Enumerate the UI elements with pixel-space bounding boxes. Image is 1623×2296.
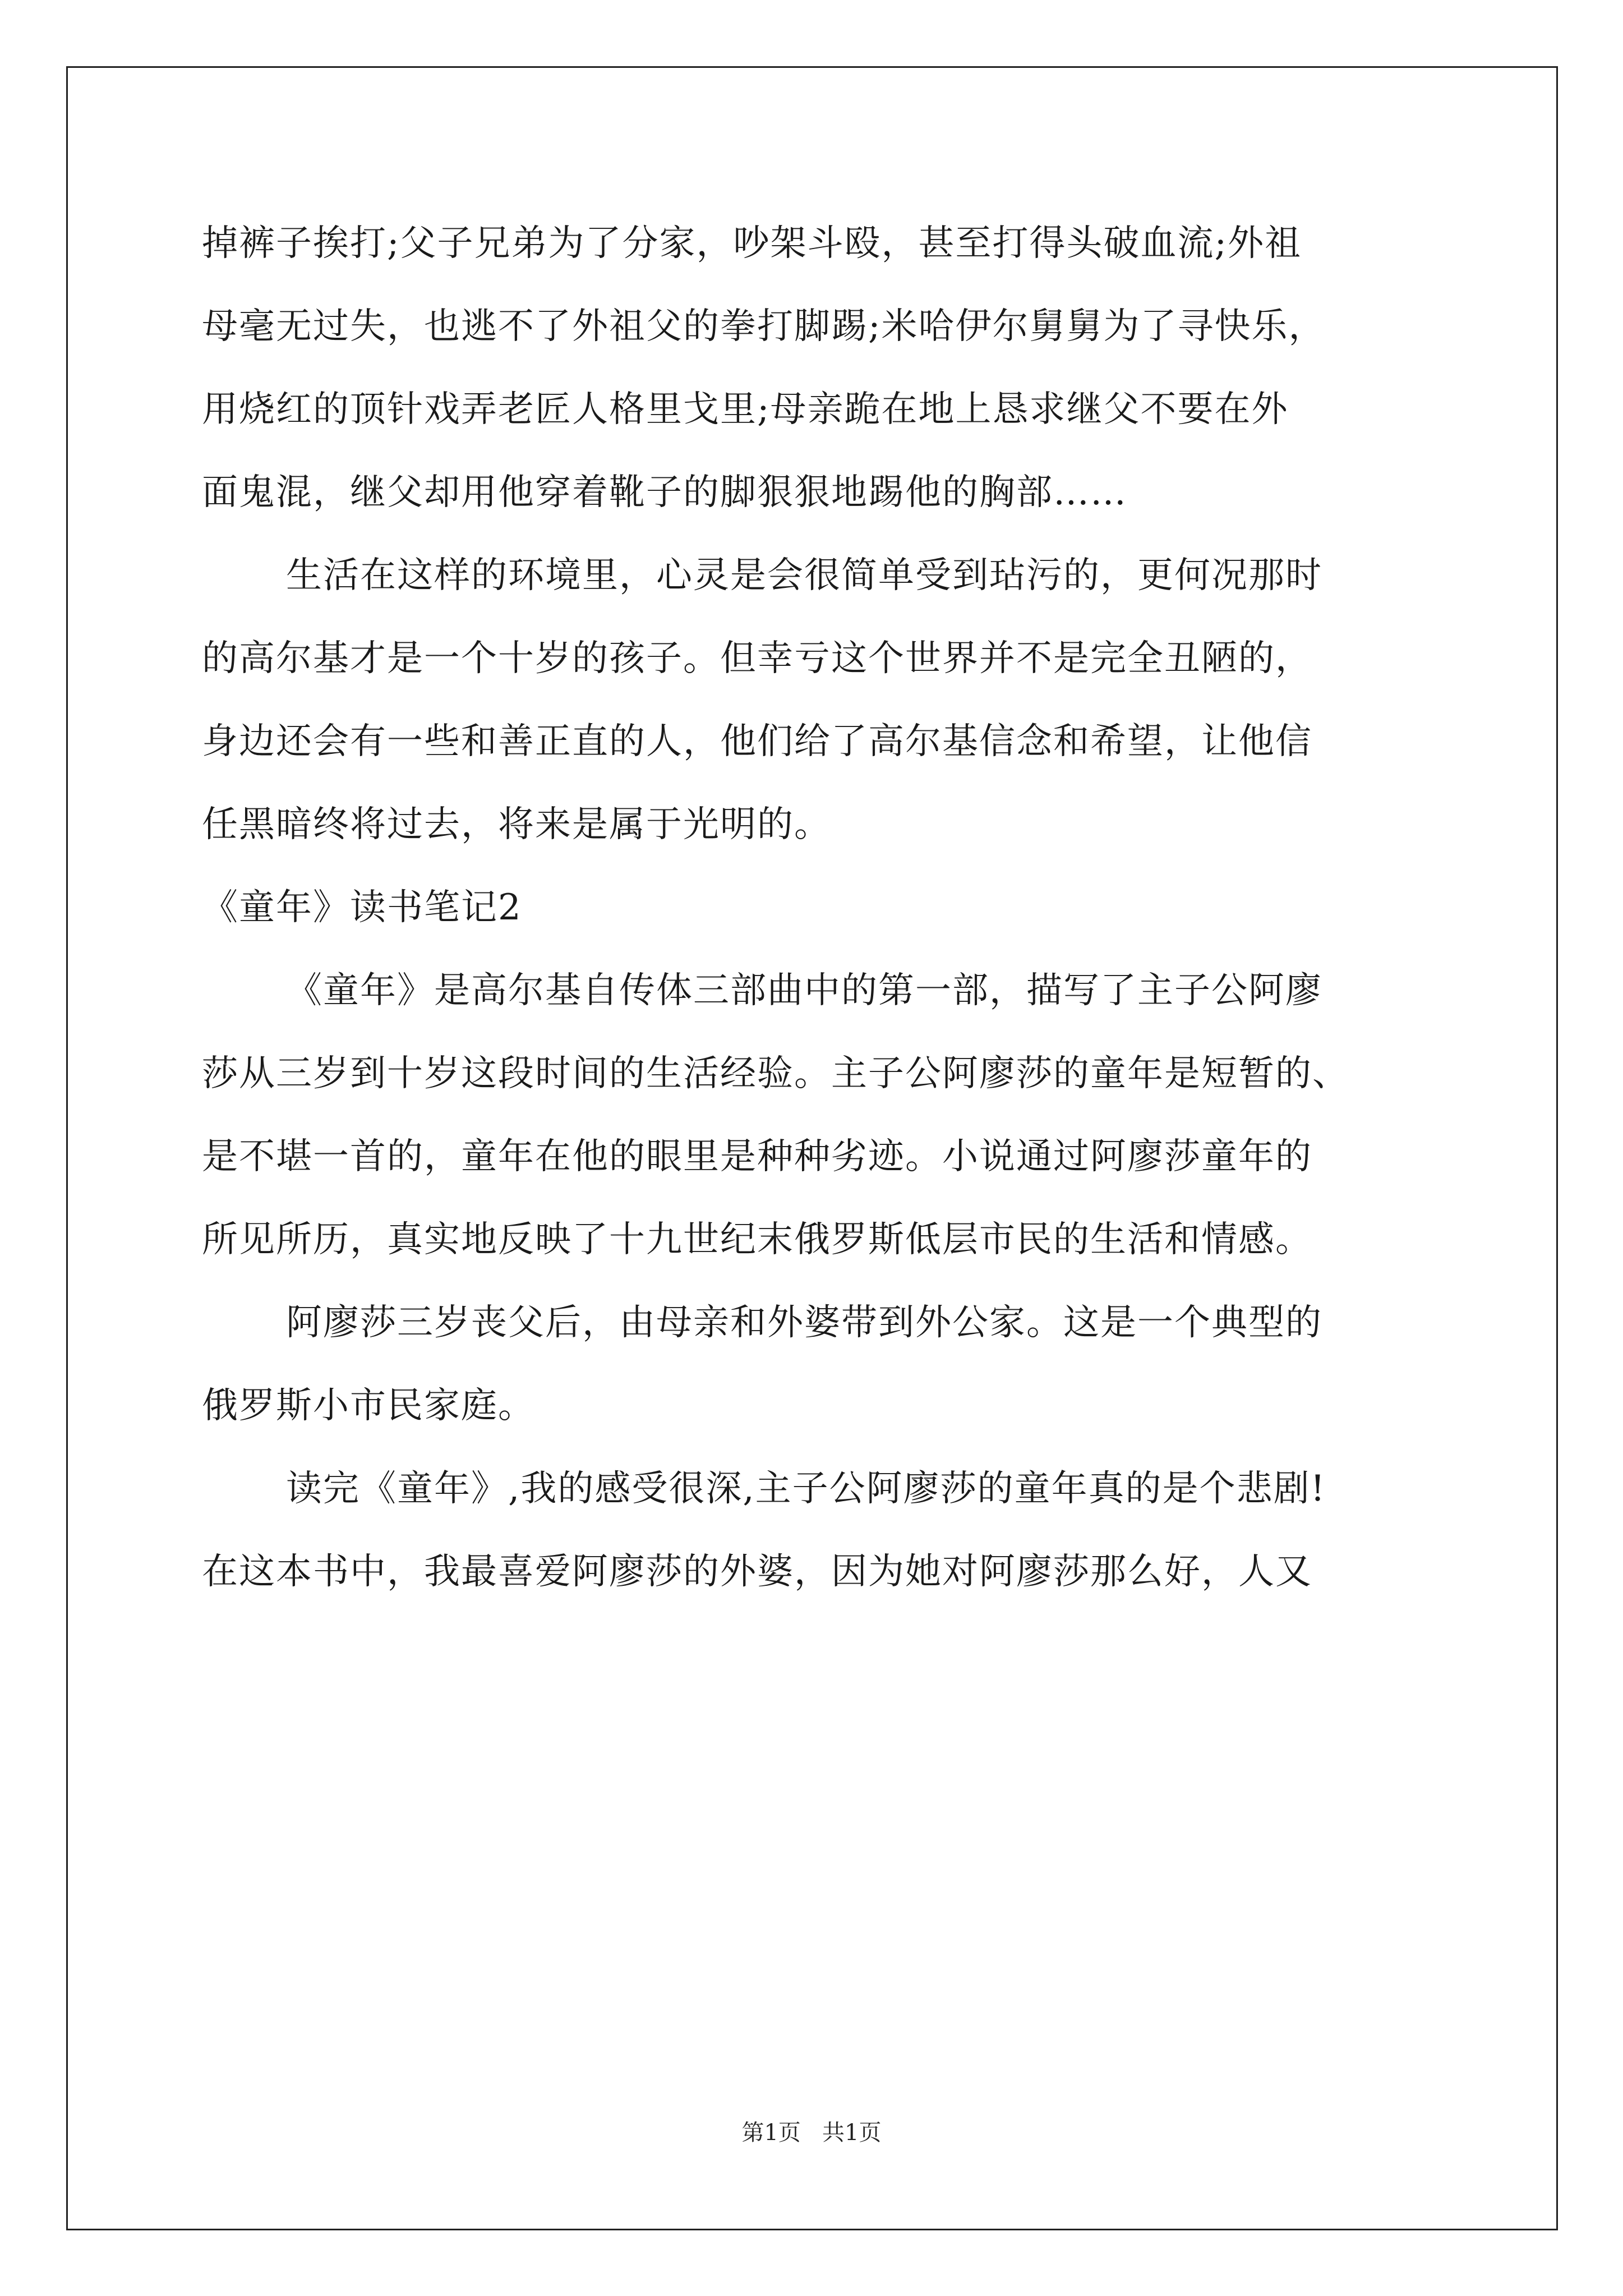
text-line: 的高尔基才是一个十岁的孩子。但幸亏这个世界并不是完全丑陋的， (202, 638, 1312, 679)
text-line: 在这本书中，我最喜爱阿廖莎的外婆，因为她对阿廖莎那么好，人又 (202, 1551, 1312, 1593)
text-line: 面鬼混，继父却用他穿着靴子的脚狠狠地踢他的胸部…… (202, 472, 1127, 513)
paragraph-start: 读完《童年》,我的感受很深,主子公阿廖莎的童年真的是个悲剧! (286, 1468, 1326, 1510)
text-line: 俄罗斯小市民家庭。 (202, 1385, 535, 1427)
text-line: 用烧红的顶针戏弄老匠人格里戈里;母亲跪在地上恳求继父不要在外 (202, 389, 1289, 430)
paragraph-start: 生活在这样的环境里，心灵是会很简单受到玷污的，更何况那时 (286, 555, 1322, 596)
paragraph-start: 阿廖莎三岁丧父后，由母亲和外婆带到外公家。这是一个典型的 (286, 1302, 1322, 1343)
section-heading: 《童年》读书笔记2 (202, 887, 522, 928)
text-line: 身边还会有一些和善正直的人，他们给了高尔基信念和希望，让他信 (202, 721, 1312, 762)
text-line: 莎从三岁到十岁这段时间的生活经验。主子公阿廖莎的童年是短暂的、 (202, 1053, 1349, 1094)
page-footer: 第1页 共1页 (741, 2120, 882, 2146)
paragraph-start: 《童年》是高尔基自传体三部曲中的第一部，描写了主子公阿廖 (286, 970, 1322, 1011)
text-line: 是不堪一首的，童年在他的眼里是种种劣迹。小说通过阿廖莎童年的 (202, 1136, 1312, 1177)
document-body (202, 202, 1436, 1613)
text-line: 任黑暗终将过去，将来是属于光明的。 (202, 804, 831, 845)
text-line: 掉裤子挨打;父子兄弟为了分家，吵架斗殴，甚至打得头破血流;外祖 (202, 223, 1302, 264)
text-line: 母毫无过失，也逃不了外祖父的拳打脚踢;米哈伊尔舅舅为了寻快乐， (202, 306, 1326, 347)
text-line: 所见所历，真实地反映了十九世纪末俄罗斯低层市民的生活和情感。 (202, 1219, 1312, 1260)
